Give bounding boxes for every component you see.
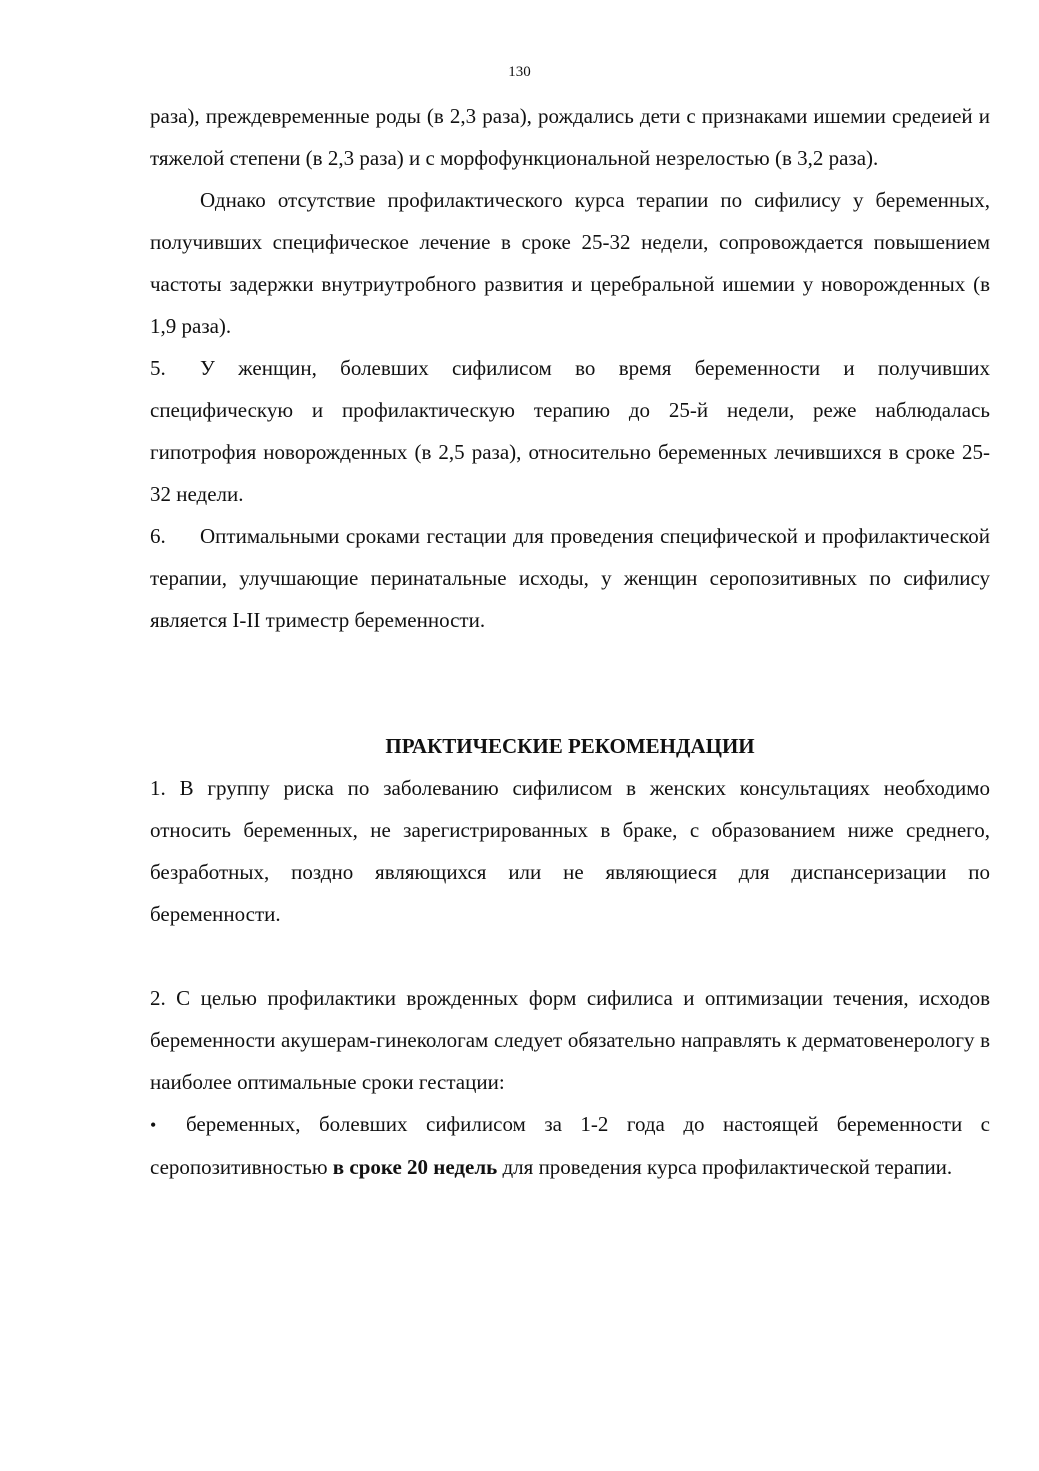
item-number: 6. <box>150 524 166 548</box>
section-heading: ПРАКТИЧЕСКИЕ РЕКОМЕНДАЦИИ <box>385 734 755 758</box>
paragraph-continuation: раза), преждевременные роды (в 2,3 раза), рождались дети с признаками ишемии средеией и тяжелой степени (в 2,3 раза) и с морфофункциональной незрелостью (в 3,2 раза). <box>150 104 990 170</box>
item-number: 5. <box>150 356 166 380</box>
conclusion-item-6 <box>150 515 990 641</box>
bullet-item <box>150 1103 990 1188</box>
bullet-icon: • <box>150 1115 157 1135</box>
recommendation-1: 1. В группу риска по заболеванию сифилисом в женских консультациях необходимо относить беременных, не зарегистрированных в браке, с образованием ниже среднего, безработных, поздно являющихся или не являющиеся для диспансеризации по беременности. <box>150 776 990 926</box>
conclusion-item-5 <box>150 347 990 515</box>
spacer <box>150 935 990 977</box>
item-text: Оптимальными сроками гестации для проведения специфической и профилактической терапии, улучшающие перинатальные исходы, у женщин серопозитивных по сифилису является I-II триместр беременности. <box>150 524 990 632</box>
item-text: У женщин, болевших сифилисом во время беременности и получивших специфическую и профилактическую терапию до 25-й недели, реже наблюдалась гипотрофия новорожденных (в 2,5 раза), относительно беременных лечившихся в сроке 25-32 недели. <box>150 356 990 506</box>
paragraph-profylaxis: Однако отсутствие профилактического курса терапии по сифилису у беременных, получивших специфическое лечение в сроке 25-32 недели, сопровождается повышением частоты задержки внутриутробного развития и церебральной ишемии у новорожденных (в 1,9 раза). <box>150 188 990 338</box>
page-content <box>150 95 990 1188</box>
page-number: 130 <box>508 64 531 80</box>
bullet-text-after: для проведения курса профилактической терапии. <box>497 1155 953 1179</box>
recommendation-2: 2. С целью профилактики врожденных форм сифилиса и оптимизации течения, исходов беременности акушерам-гинекологам следует обязательно направлять к дерматовенерологу в наиболее оптимальные сроки гестации: <box>150 986 990 1094</box>
bullet-text-bold: в сроке 20 недель <box>332 1155 498 1179</box>
bullet-text-before: беременных, болевших сифилисом за 1-2 года до настоящей беременности с серопозитивностью <box>150 1112 990 1179</box>
